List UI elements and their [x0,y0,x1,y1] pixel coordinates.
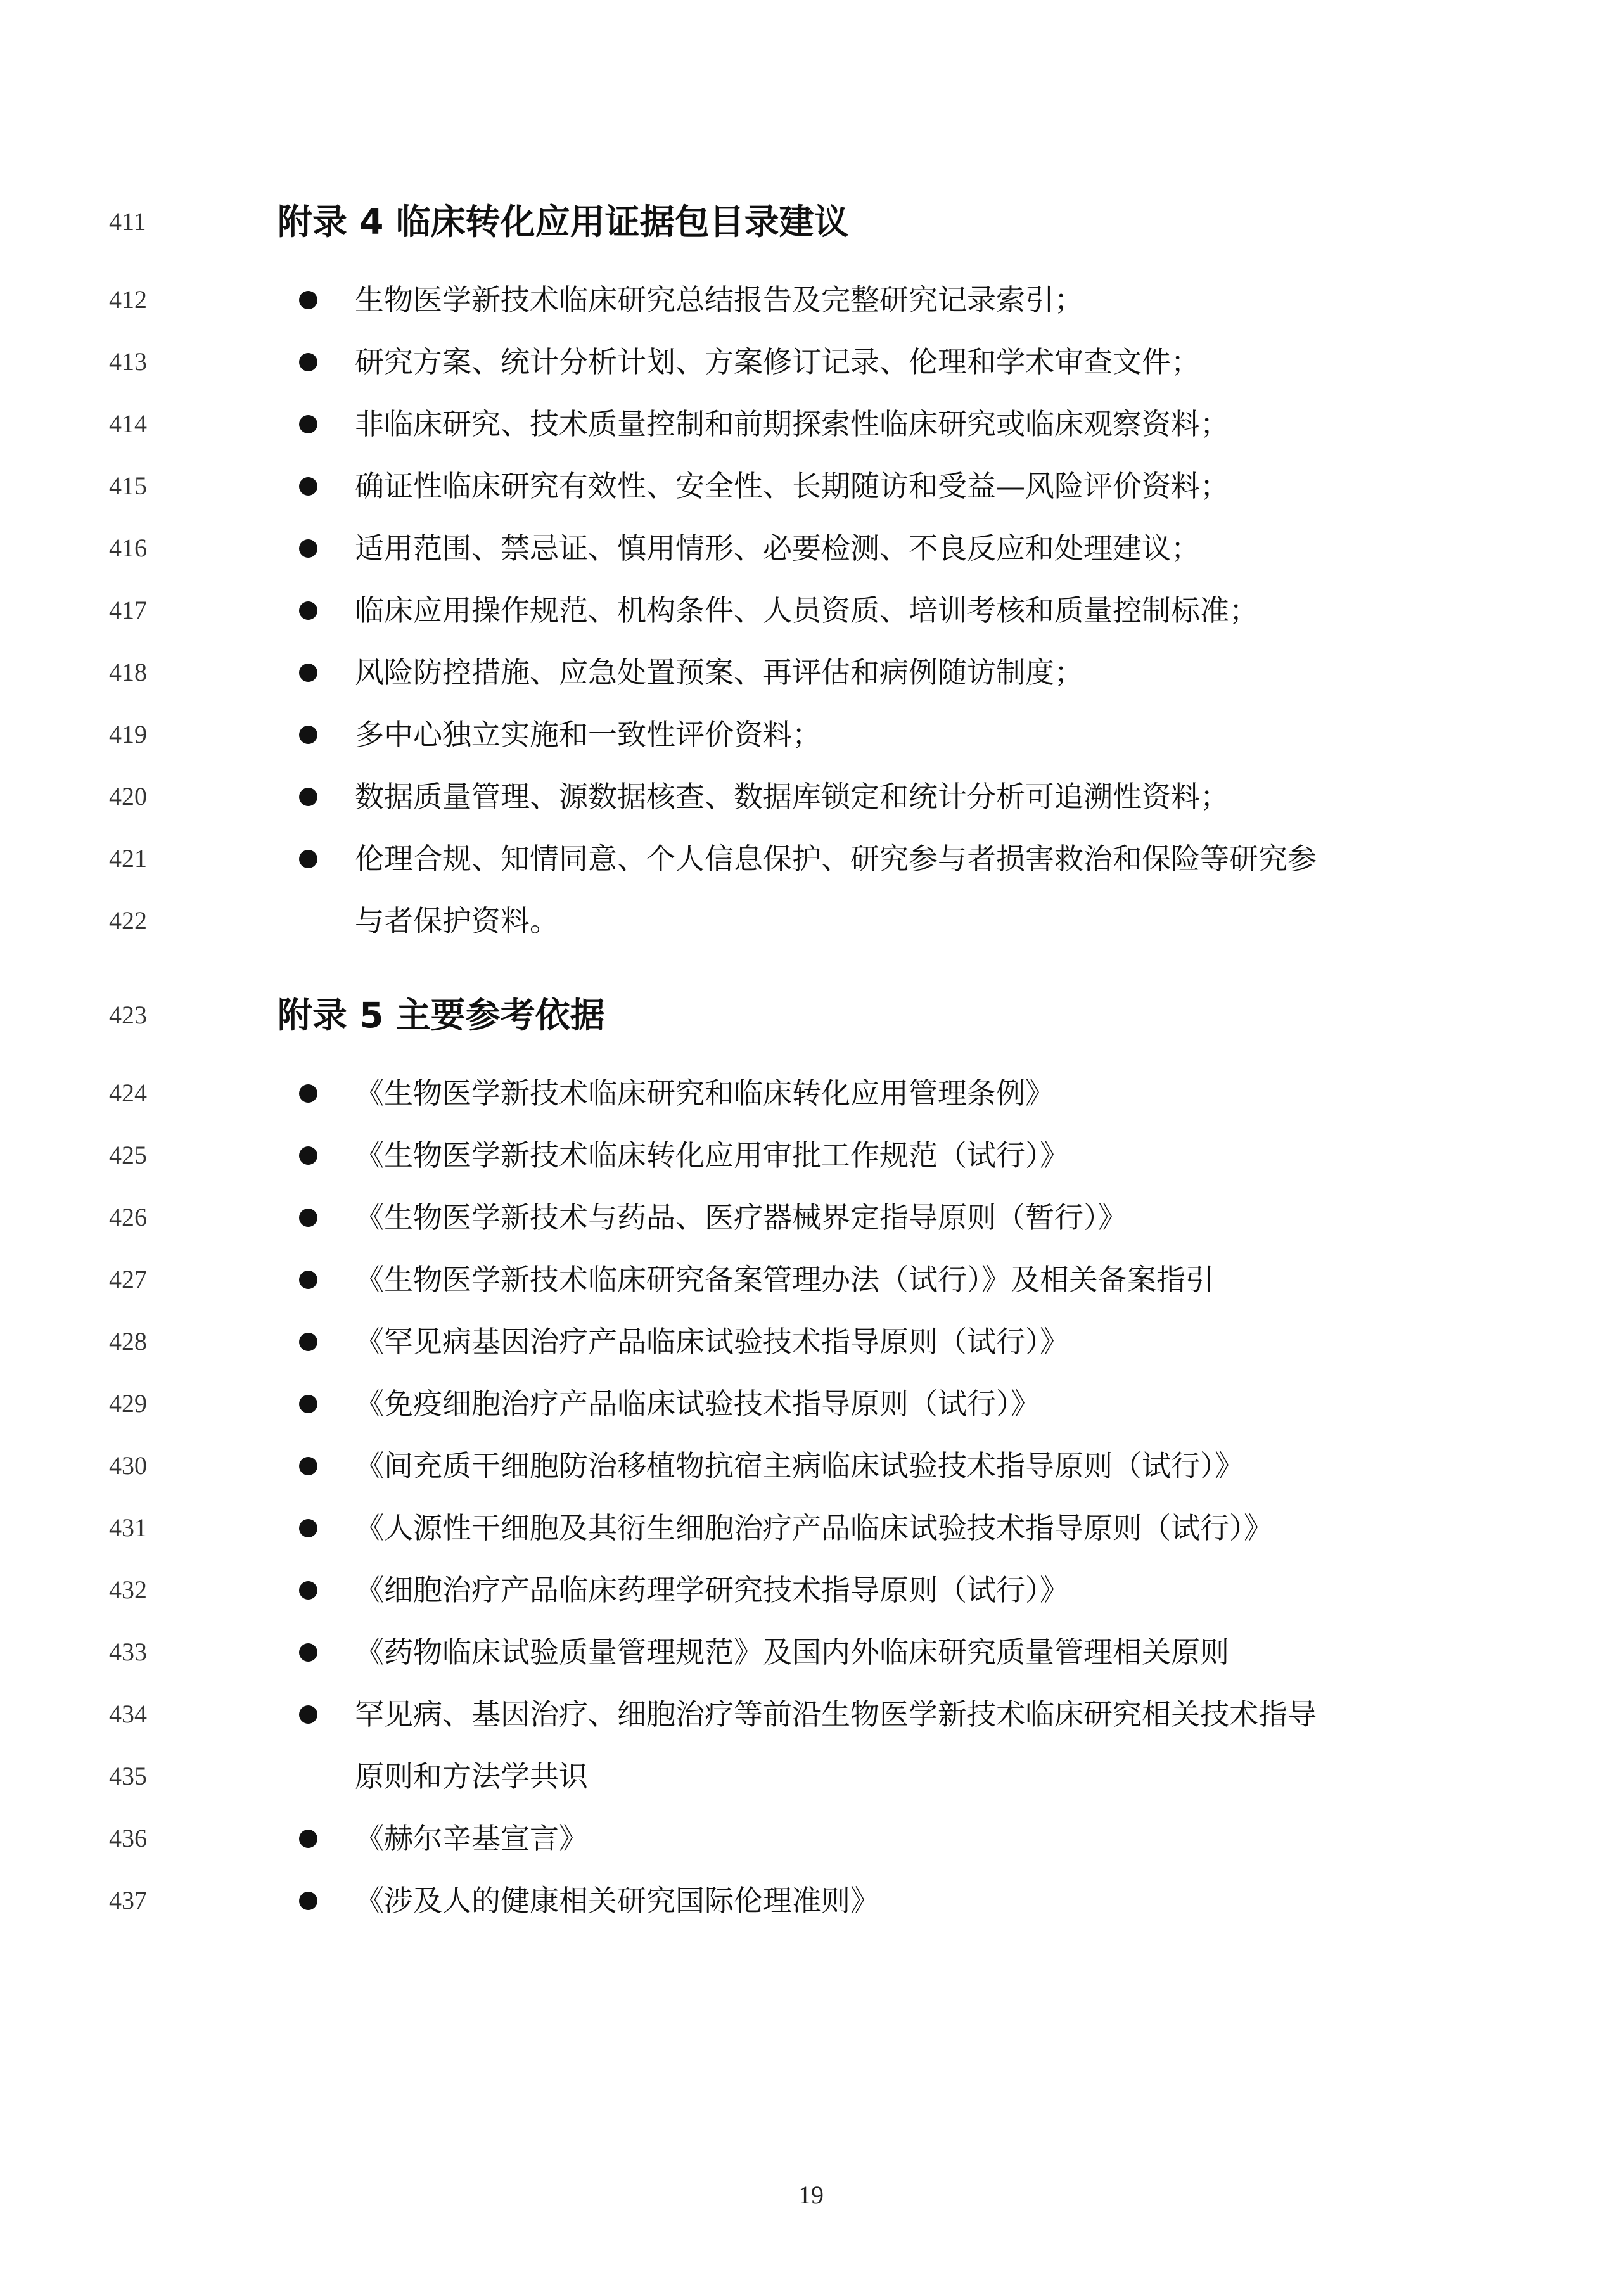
bullet-icon [299,601,317,620]
list-item-text: 《涉及人的健康相关研究国际伦理准则》 [355,1883,879,1918]
list-item [0,766,1622,828]
line-number: 436 [109,1824,147,1852]
list-item-text: 多中心独立实施和一致性评价资料； [355,717,821,752]
list-item-text: 原则和方法学共识 [355,1759,588,1793]
bullet-icon [299,664,317,682]
bullet-icon [299,1830,317,1848]
list-item-text: 数据质量管理、源数据核查、数据库锁定和统计分析可追溯性资料； [355,779,1229,814]
line-number: 412 [109,285,147,314]
list-item [0,579,1622,641]
list-item-text: 《罕见病基因治疗产品临床试验技术指导原则（试行）》 [355,1324,1069,1359]
list-item [0,1683,1622,1745]
line-number: 419 [109,720,147,748]
line-number: 413 [109,347,147,376]
list-item-text: 《药物临床试验质量管理规范》及国内外临床研究质量管理相关原则 [355,1635,1229,1669]
list-item [0,269,1622,331]
bullet-icon [299,1084,317,1103]
line-number: 429 [109,1389,147,1418]
list-item-text: 伦理合规、知情同意、个人信息保护、研究参与者损害救治和保险等研究参 [355,842,1317,876]
line-number: 431 [109,1513,147,1542]
bullet-icon [299,415,317,433]
appendix4-number: 附录 4 [278,202,384,242]
line-number: 430 [109,1451,147,1480]
line-number: 411 [109,207,146,236]
line-number: 420 [109,782,147,811]
list-item [0,703,1622,766]
appendix4-heading-row [0,191,1622,253]
list-item [0,455,1622,517]
list-item [0,828,1622,890]
line-number: 433 [109,1638,147,1666]
list-item [0,1621,1622,1683]
line-number: 423 [109,1001,147,1029]
list-item [0,1870,1622,1932]
list-item-text: 研究方案、统计分析计划、方案修订记录、伦理和学术审查文件； [355,345,1200,379]
list-item [0,1373,1622,1435]
appendix5-heading [278,984,605,1046]
list-item [0,1311,1622,1373]
appendix5-title: 主要参考依据 [395,995,605,1036]
list-item-continuation [0,890,1622,952]
bullet-icon [299,850,317,868]
bullet-icon [299,291,317,309]
bullet-icon [299,788,317,806]
bullet-icon [299,353,317,371]
list-item-text: 《免疫细胞治疗产品临床试验技术指导原则（试行）》 [355,1387,1040,1421]
line-number: 425 [109,1141,147,1169]
list-item-text: 临床应用操作规范、机构条件、人员资质、培训考核和质量控制标准； [355,593,1258,627]
line-number: 435 [109,1762,147,1790]
line-number: 426 [109,1203,147,1231]
bullet-icon [299,1519,317,1537]
bullet-icon [299,539,317,558]
bullet-icon [299,1209,317,1227]
list-item [0,1497,1622,1559]
bullet-icon [299,477,317,496]
list-item [0,1248,1622,1311]
bullet-icon [299,1271,317,1289]
list-item-text: 《生物医学新技术与药品、医疗器械界定指导原则（暂行）》 [355,1200,1127,1235]
list-item [0,393,1622,455]
list-item-text: 《生物医学新技术临床转化应用审批工作规范（试行）》 [355,1138,1069,1172]
list-item-text: 《间充质干细胞防治移植物抗宿主病临床试验技术指导原则（试行）》 [355,1449,1244,1483]
line-number: 424 [109,1079,147,1107]
list-item-text: 《生物医学新技术临床研究和临床转化应用管理条例》 [355,1076,1054,1110]
bullet-icon [299,1581,317,1600]
list-item-text: 《人源性干细胞及其衍生细胞治疗产品临床试验技术指导原则（试行）》 [355,1511,1273,1545]
line-number: 428 [109,1327,147,1356]
list-item [0,1559,1622,1621]
list-item [0,517,1622,579]
line-number: 422 [109,906,147,935]
bullet-icon [299,1705,317,1724]
list-item-text: 罕见病、基因治疗、细胞治疗等前沿生物医学新技术临床研究相关技术指导 [355,1697,1317,1731]
list-item [0,1186,1622,1248]
line-number: 415 [109,471,147,500]
list-item-text: 与者保护资料。 [355,904,559,938]
bullet-icon [299,1892,317,1910]
bullet-icon [299,1333,317,1351]
list-item-text: 《赫尔辛基宣言》 [355,1821,588,1856]
line-number: 414 [109,409,147,438]
appendix5-number: 附录 5 [278,995,384,1036]
bullet-icon [299,726,317,744]
list-item [0,1124,1622,1186]
list-item [0,1807,1622,1870]
line-number: 437 [109,1886,147,1914]
line-number: 434 [109,1700,147,1728]
line-number: 427 [109,1265,147,1293]
line-number: 416 [109,534,147,562]
appendix4-heading [278,191,849,253]
list-item-text: 确证性临床研究有效性、安全性、长期随访和受益—风险评价资料； [355,469,1229,503]
list-item-text: 《生物医学新技术临床研究备案管理办法（试行）》及相关备案指引 [355,1262,1215,1297]
list-item-text: 《细胞治疗产品临床药理学研究技术指导原则（试行）》 [355,1573,1069,1607]
line-number: 417 [109,596,147,624]
list-item-text: 生物医学新技术临床研究总结报告及完整研究记录索引； [355,283,1083,317]
line-number: 432 [109,1575,147,1604]
list-item-text: 适用范围、禁忌证、慎用情形、必要检测、不良反应和处理建议； [355,531,1200,565]
bullet-icon [299,1146,317,1165]
list-item-text: 风险防控措施、应急处置预案、再评估和病例随访制度； [355,655,1083,689]
line-number: 421 [109,844,147,873]
list-item [0,1435,1622,1497]
list-item [0,641,1622,703]
list-item [0,331,1622,393]
line-number: 418 [109,658,147,686]
bullet-icon [299,1643,317,1662]
appendix4-title: 临床转化应用证据包目录建议 [395,202,849,242]
bullet-icon [299,1457,317,1475]
appendix5-heading-row [0,984,1622,1046]
list-item-text: 非临床研究、技术质量控制和前期探索性临床研究或临床观察资料； [355,407,1229,441]
page-number: 19 [798,2181,824,2209]
bullet-icon [299,1395,317,1413]
list-item [0,1062,1622,1124]
list-item-continuation [0,1745,1622,1807]
